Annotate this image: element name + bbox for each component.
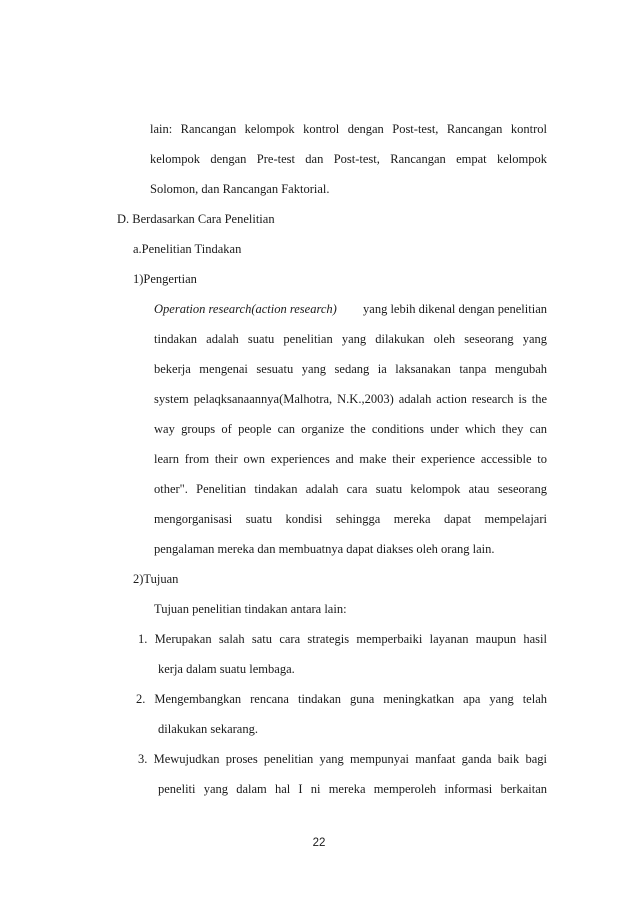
text-line: kelompok dengan Pre-test dan Post-test, Rancangan empat kelompok [150,152,547,166]
subheading-tujuan: 2)Tujuan [133,572,179,586]
italic-term: Operation research(action research) [154,302,337,316]
paragraph-line [154,301,547,317]
list-item-1: 1. Merupakan salah satu cara strategis memperbaiki layanan maupun hasil [138,632,547,646]
subheading-pengertian: 1)Pengertian [133,272,197,286]
list-item-1-continued: kerja dalam suatu lembaga. [158,662,295,676]
list-item-2-continued: dilakukan sekarang. [158,722,258,736]
paragraph-line: other". Penelitian tindakan adalah cara suatu kelompok atau seseorang [154,482,547,496]
page-number: 22 [312,837,326,849]
list-item-3-continued: peneliti yang dalam hal I ni mereka memperoleh informasi berkaitan [158,782,547,796]
paragraph-text: yang lebih dikenal dengan penelitian [363,302,547,316]
paragraph-line: tindakan adalah suatu penelitian yang dilakukan oleh seseorang yang [154,332,547,346]
text-line: Solomon, dan Rancangan Faktorial. [150,182,330,196]
list-item-2: 2. Mengembangkan rencana tindakan guna meningkatkan apa yang telah [136,692,547,706]
paragraph-line: system pelaqksanaannya(Malhotra, N.K.,2003) adalah action research is the [154,392,547,406]
tujuan-intro: Tujuan penelitian tindakan antara lain: [154,602,347,616]
paragraph-line: learn from their own experiences and make their experience accessible to [154,452,547,466]
section-heading-d: D. Berdasarkan Cara Penelitian [117,212,275,226]
paragraph-line: bekerja mengenai sesuatu yang sedang ia laksanakan tanpa mengubah [154,362,547,376]
text-line: lain: Rancangan kelompok kontrol dengan Post-test, Rancangan kontrol [150,122,547,136]
paragraph-line: way groups of people can organize the conditions under which they can [154,422,547,436]
list-item-3: 3. Mewujudkan proses penelitian yang mempunyai manfaat ganda baik bagi [138,752,547,766]
paragraph-line: mengorganisasi suatu kondisi sehingga mereka dapat mempelajari [154,512,547,526]
paragraph-line: pengalaman mereka dan membuatnya dapat diakses oleh orang lain. [154,542,495,556]
subheading-penelitian-tindakan: a.Penelitian Tindakan [133,242,242,256]
